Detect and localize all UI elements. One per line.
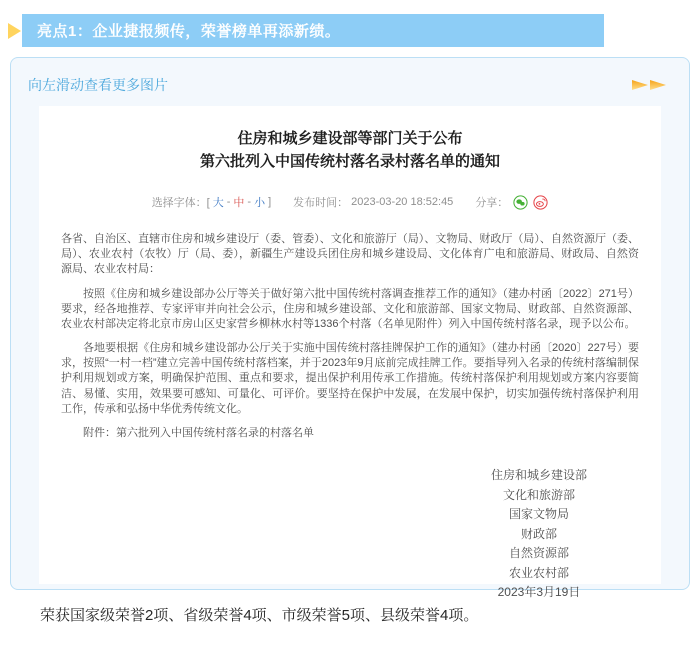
banner-bar — [22, 14, 604, 47]
document-title-line2: 第六批列入中国传统村落名录村落名单的通知 — [199, 152, 500, 170]
font-select-label-end: ] — [268, 196, 272, 208]
document-meta-row — [61, 194, 639, 210]
signature-line: 住房和城乡建设部 — [490, 468, 587, 483]
image-carousel-panel — [10, 57, 690, 600]
next-images-button[interactable] — [631, 78, 669, 92]
signature-line: 农业农村部 — [508, 565, 569, 580]
font-size-separator: - — [247, 196, 252, 208]
signature-block — [491, 467, 587, 601]
paragraph-requirements: 各地要根据《住房和城乡建设部办公厅关于实施中国传统村落挂牌保护工作的通知》（建办村函〔2020〕227号）要求，按照“一村一档”建立完善中国传统村落档案，并于2023年9月底前完成挂牌工作。要指导列入名录的传统村落编制保护利用规划或方案，明确保护范围、重点和要求，提出保护利用传承工作措施。传统村落保护利用规划或方案内容要简洁、易懂、实用，效果要可感知、可量化、可评价。要坚持在保护中发展，在发展中保护，切实加强传统村落保护利用工作，传承和弘扬中华优秀传统文化。 — [61, 342, 639, 415]
share-label: 分享： — [475, 197, 509, 209]
carousel-header — [11, 58, 689, 95]
highlight-banner — [8, 14, 700, 47]
attachment-line: 附件：第六批列入中国传统村落名录的村落名单 — [83, 426, 314, 439]
double-right-arrow-icon — [631, 78, 669, 92]
signature-line: 自然资源部 — [508, 546, 569, 561]
banner-pointer-icon — [8, 23, 21, 39]
wechat-share-button[interactable] — [513, 195, 528, 210]
signature-line: 国家文物局 — [508, 507, 569, 522]
publish-time-label: 发布时间： — [293, 197, 349, 209]
font-size-small-button[interactable]: 小 — [254, 197, 266, 209]
report-page — [0, 14, 700, 647]
font-select-label: 选择字体：[ — [151, 197, 210, 209]
swipe-hint-label: 向左滑动查看更多图片 — [28, 77, 168, 93]
signature-date: 2023年3月19日 — [497, 585, 581, 600]
wechat-icon — [513, 195, 528, 210]
document-title-line1: 住房和城乡建设部等部门关于公布 — [237, 130, 463, 147]
document-body — [61, 232, 639, 601]
font-size-separator: - — [226, 196, 231, 208]
document-title — [61, 128, 639, 173]
publish-time-value: 2023-03-20 18:52:45 — [351, 196, 454, 208]
signature-line: 文化和旅游部 — [502, 487, 575, 502]
weibo-share-button[interactable] — [533, 195, 548, 210]
font-size-large-button[interactable]: 大 — [212, 197, 224, 209]
signature-line: 财政部 — [520, 526, 557, 541]
weibo-icon — [533, 195, 548, 210]
honors-summary: 荣获国家级荣誉2项、省级荣誉4项、市级荣誉5项、县级荣誉4项。 — [40, 607, 479, 624]
document-card — [39, 106, 661, 600]
paragraph-announcement: 按照《住房和城乡建设部办公厅等关于做好第六批中国传统村落调查推荐工作的通知》（建办村函〔2022〕271号）要求，经各地推荐、专家评审并向社会公示，住房和城乡建设部、文化和旅游部、国家文物局、财政部、自然资源部、农业农村部决定将北京市房山区史家营乡柳林水村等1336个村落（名单见附件）列入中国传统村落名录，现予以公布。 — [61, 287, 639, 330]
banner-title: 亮点1：企业捷报频传，荣誉榜单再添新绩。 — [37, 23, 341, 40]
font-size-medium-button[interactable]: 中 — [233, 197, 245, 209]
paragraph-salutation: 各省、自治区、直辖市住房和城乡建设厅（委、管委）、文化和旅游厅（局）、文物局、财政厅（局）、自然资源厅（委、局）、农业农村（农牧）厅（局、委），新疆生产建设兵团住房和城乡建设局、文化体育广电和旅游局、财政局、自然资源局、农业农村局： — [61, 233, 639, 276]
